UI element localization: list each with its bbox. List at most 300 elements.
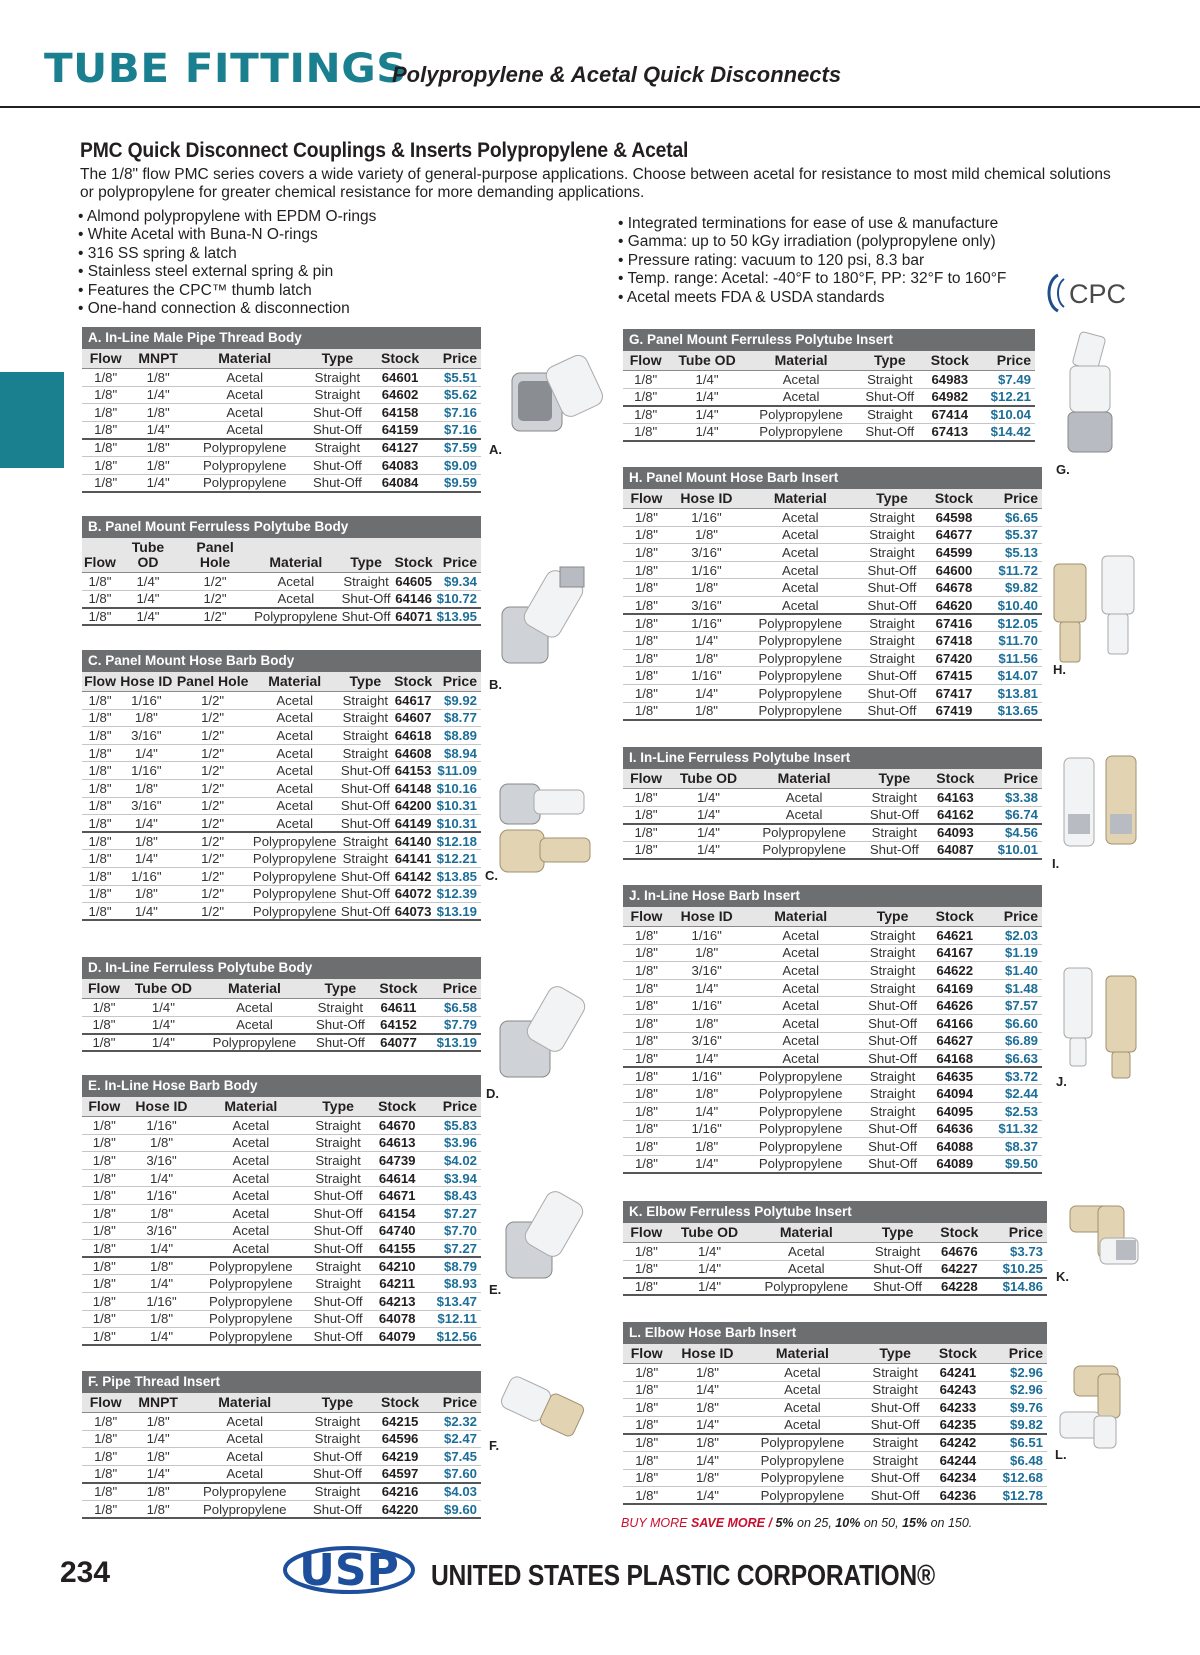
table-row: [623, 1243, 1047, 1261]
column-header: Price: [435, 538, 481, 573]
stock-cell: 64140: [392, 832, 434, 850]
table-row: [623, 1434, 1047, 1452]
table-cell: 1/8": [623, 944, 670, 962]
table-cell: 1/4": [670, 684, 743, 702]
table-cell: 1/8": [623, 806, 669, 824]
stock-cell: 64602: [372, 386, 428, 404]
stock-cell: 64678: [926, 579, 981, 597]
price-cell: $14.42: [976, 423, 1035, 441]
stock-cell: 67418: [926, 632, 981, 650]
table-cell: 1/8": [623, 632, 670, 650]
table-cell: 1/8": [82, 999, 126, 1017]
table-cell: 1/8": [82, 1448, 129, 1466]
table-cell: Polypropylene: [196, 1257, 305, 1275]
table-cell: Straight: [860, 1451, 930, 1469]
table-row: [623, 1487, 1047, 1505]
table-cell: 1/4": [129, 386, 187, 404]
product-image-i: [1058, 754, 1148, 856]
price-cell: $4.03: [428, 1483, 481, 1501]
table-row: [82, 1448, 481, 1466]
table-cell: Acetal: [743, 526, 857, 544]
column-header: Material: [201, 979, 308, 999]
table-cell: 1/16": [670, 1120, 743, 1138]
table-row: [82, 709, 481, 727]
price-cell: $13.81: [981, 684, 1042, 702]
stock-cell: 64626: [927, 997, 982, 1015]
stock-cell: 64635: [927, 1067, 982, 1085]
price-cell: $13.19: [434, 903, 481, 921]
price-cell: $12.18: [434, 832, 481, 850]
table-cell: 1/8": [82, 608, 118, 626]
table-cell: 1/16": [118, 762, 174, 780]
stock-cell: 64233: [930, 1399, 986, 1417]
price-cell: $9.82: [981, 579, 1042, 597]
table-cell: 1/4": [669, 806, 748, 824]
stock-cell: 64241: [930, 1364, 986, 1382]
table-cell: 1/8": [670, 944, 743, 962]
table-cell: Acetal: [251, 709, 339, 727]
product-image-k: [1060, 1198, 1150, 1272]
table-cell: Straight: [858, 979, 927, 997]
table-cell: Acetal: [187, 369, 303, 387]
price-cell: $11.56: [981, 649, 1042, 667]
stock-cell: 64234: [930, 1469, 986, 1487]
table-cell: 3/16": [118, 727, 174, 745]
table-title: G. Panel Mount Ferruless Polytube Insert: [623, 329, 1035, 351]
column-header: Flow: [623, 351, 668, 371]
table-row: [82, 1187, 481, 1205]
table-cell: Polypropylene: [745, 1451, 861, 1469]
price-cell: $9.60: [428, 1500, 481, 1518]
table-cell: 1/8": [623, 927, 670, 945]
table-row: [82, 727, 481, 745]
price-cell: $12.39: [434, 885, 481, 903]
stock-cell: 64072: [392, 885, 434, 903]
stock-cell: 64141: [392, 850, 434, 868]
column-header: MNPT: [129, 1393, 187, 1413]
table-row: [623, 702, 1042, 720]
price-cell: $7.70: [423, 1222, 481, 1240]
table-cell: Acetal: [196, 1169, 305, 1187]
price-cell: $3.72: [982, 1067, 1042, 1085]
table-row: [623, 684, 1042, 702]
table-cell: Polypropylene: [251, 832, 339, 850]
table-cell: Polypropylene: [187, 456, 303, 474]
feature-bullet: • 316 SS spring & latch: [78, 245, 376, 263]
product-image-f: [500, 1376, 590, 1442]
table-cell: 1/4": [129, 1465, 187, 1483]
column-header: Tube OD: [669, 769, 748, 789]
table-cell: Shut-Off: [303, 1465, 373, 1483]
table-cell: Acetal: [201, 999, 308, 1017]
spec-table: [82, 349, 481, 493]
table-row: [82, 474, 481, 492]
table-cell: Straight: [860, 824, 928, 842]
table-cell: Shut-Off: [857, 561, 926, 579]
table-row: [623, 997, 1042, 1015]
stock-cell: 67414: [923, 406, 976, 424]
table-cell: 1/4": [126, 1034, 201, 1052]
price-cell: $10.16: [434, 779, 481, 797]
table-cell: 1/2": [175, 692, 251, 710]
table-cell: Polypropylene: [748, 824, 861, 842]
table-row: [623, 371, 1035, 389]
table-row: [623, 806, 1042, 824]
table-cell: 1/8": [623, 1155, 670, 1173]
table-row: [623, 962, 1042, 980]
table-cell: Polypropylene: [196, 1275, 305, 1293]
table-cell: 3/16": [670, 962, 743, 980]
stock-cell: 64244: [930, 1451, 986, 1469]
spec-table: [623, 351, 1035, 442]
table-row: [82, 404, 481, 422]
price-cell: $10.31: [434, 815, 481, 833]
column-header: Stock: [923, 351, 976, 371]
product-letter-d: D.: [486, 1086, 499, 1101]
column-header: Hose ID: [670, 1344, 744, 1364]
column-header: Type: [863, 1223, 932, 1243]
table-row: [82, 1240, 481, 1258]
table-cell: Acetal: [251, 744, 339, 762]
table-cell: 1/8": [670, 1469, 744, 1487]
table-cell: 1/4": [129, 1430, 187, 1448]
table-cell: 1/8": [623, 561, 670, 579]
table-cell: 3/16": [670, 596, 743, 614]
table-title: E. In-Line Hose Barb Body: [82, 1075, 481, 1097]
table-cell: 1/4": [670, 1381, 744, 1399]
table-cell: Acetal: [745, 1416, 861, 1434]
table-cell: Acetal: [196, 1240, 305, 1258]
price-cell: $8.79: [423, 1257, 481, 1275]
product-table-g: [623, 329, 1035, 442]
table-cell: 1/16": [118, 867, 174, 885]
table-cell: 1/8": [623, 1085, 670, 1103]
price-cell: $8.94: [434, 744, 481, 762]
table-cell: 1/8": [623, 1102, 670, 1120]
column-header: Material: [745, 1344, 861, 1364]
product-table-d: [82, 957, 481, 1052]
table-cell: Straight: [857, 526, 926, 544]
product-letter-j: J.: [1056, 1074, 1067, 1089]
product-image-g: [1056, 330, 1136, 460]
table-cell: Straight: [856, 371, 923, 389]
table-cell: Acetal: [745, 1399, 861, 1417]
table-cell: 1/16": [670, 614, 743, 632]
stock-cell: 64740: [371, 1222, 423, 1240]
column-header: Flow: [623, 1223, 670, 1243]
table-cell: Polypropylene: [251, 867, 339, 885]
table-cell: Polypropylene: [743, 1067, 858, 1085]
table-row: [623, 944, 1042, 962]
price-cell: $2.53: [982, 1102, 1042, 1120]
table-row: [82, 1204, 481, 1222]
column-header: Material: [746, 351, 857, 371]
table-row: [623, 1364, 1047, 1382]
table-cell: 1/8": [623, 1469, 670, 1487]
table-cell: Straight: [858, 927, 927, 945]
table-cell: 1/2": [175, 903, 251, 921]
table-cell: Acetal: [187, 1413, 303, 1431]
product-image-e: [502, 1186, 592, 1286]
table-cell: Shut-Off: [303, 421, 373, 439]
table-cell: 1/2": [175, 867, 251, 885]
table-cell: Acetal: [251, 692, 339, 710]
stock-cell: 64095: [927, 1102, 982, 1120]
stock-cell: 64677: [926, 526, 981, 544]
price-cell: $12.68: [986, 1469, 1047, 1487]
stock-cell: 64169: [927, 979, 982, 997]
table-cell: Acetal: [745, 1364, 861, 1382]
table-cell: Acetal: [746, 371, 857, 389]
table-cell: 1/8": [623, 406, 668, 424]
table-cell: Shut-Off: [303, 1500, 373, 1518]
table-cell: 1/8": [670, 1364, 744, 1382]
column-header: Type: [308, 979, 373, 999]
price-cell: $14.86: [987, 1278, 1047, 1296]
column-header: Material: [251, 672, 339, 692]
column-header: Type: [858, 907, 927, 927]
table-row: [82, 590, 481, 608]
table-cell: Polypropylene: [743, 649, 857, 667]
column-header: Flow: [82, 1097, 127, 1117]
table-cell: Straight: [339, 727, 392, 745]
table-cell: Shut-Off: [860, 1416, 930, 1434]
table-title: L. Elbow Hose Barb Insert: [623, 1322, 1047, 1344]
table-cell: 1/8": [82, 885, 118, 903]
table-cell: Straight: [857, 544, 926, 562]
stock-cell: 64613: [371, 1134, 423, 1152]
stock-cell: 64142: [392, 867, 434, 885]
spec-table: [623, 907, 1042, 1174]
table-cell: 1/8": [129, 369, 187, 387]
stock-cell: 64155: [371, 1240, 423, 1258]
price-cell: $13.47: [423, 1292, 481, 1310]
product-table-l: [623, 1322, 1047, 1505]
table-cell: 1/4": [670, 1050, 743, 1068]
table-cell: 1/2": [175, 797, 251, 815]
price-cell: $9.92: [434, 692, 481, 710]
table-cell: 1/4": [126, 999, 201, 1017]
table-cell: 3/16": [127, 1222, 197, 1240]
product-image-h: [1050, 552, 1150, 667]
table-cell: Polypropylene: [746, 423, 857, 441]
table-cell: 1/4": [118, 744, 174, 762]
column-header: Tube OD: [670, 1223, 750, 1243]
stock-cell: 64627: [927, 1032, 982, 1050]
table-cell: 1/8": [82, 1117, 127, 1135]
table-cell: Shut-Off: [339, 903, 392, 921]
table-cell: Straight: [305, 1257, 371, 1275]
table-cell: 1/2": [178, 590, 252, 608]
column-header: Type: [303, 1393, 373, 1413]
stock-cell: 64636: [927, 1120, 982, 1138]
price-cell: $4.02: [423, 1152, 481, 1170]
table-cell: Acetal: [196, 1152, 305, 1170]
table-row: [623, 579, 1042, 597]
table-cell: 1/8": [82, 867, 118, 885]
table-cell: 1/8": [118, 832, 174, 850]
column-header: Flow: [82, 672, 118, 692]
table-cell: Acetal: [187, 1465, 303, 1483]
table-cell: Straight: [858, 1085, 927, 1103]
table-cell: 1/2": [175, 850, 251, 868]
price-cell: $8.89: [434, 727, 481, 745]
table-cell: 1/8": [82, 1169, 127, 1187]
table-row: [82, 903, 481, 921]
table-row: [623, 1102, 1042, 1120]
table-cell: Shut-Off: [339, 885, 392, 903]
column-header: Hose ID: [127, 1097, 197, 1117]
price-cell: $11.72: [981, 561, 1042, 579]
table-cell: 1/8": [82, 1134, 127, 1152]
feature-bullet: • Almond polypropylene with EPDM O-rings: [78, 208, 376, 226]
stock-cell: 64598: [926, 509, 981, 527]
table-cell: 1/4": [670, 979, 743, 997]
column-header: Panel Hole: [175, 672, 251, 692]
price-cell: $1.40: [982, 962, 1042, 980]
table-cell: 1/8": [82, 1275, 127, 1293]
table-cell: 1/8": [82, 1034, 126, 1052]
table-cell: 1/8": [82, 1257, 127, 1275]
stock-cell: 64601: [372, 369, 428, 387]
stock-cell: 64608: [392, 744, 434, 762]
table-cell: Acetal: [743, 561, 857, 579]
spec-table: [623, 1223, 1047, 1296]
feature-list-left: [78, 208, 376, 318]
price-cell: $7.57: [982, 997, 1042, 1015]
table-cell: Polypropylene: [187, 1500, 303, 1518]
table-cell: Polypropylene: [743, 1138, 858, 1156]
table-cell: Straight: [857, 614, 926, 632]
table-cell: 1/8": [82, 1328, 127, 1346]
table-cell: Shut-Off: [339, 797, 392, 815]
price-cell: $5.13: [981, 544, 1042, 562]
table-row: [82, 1222, 481, 1240]
table-cell: Straight: [339, 832, 392, 850]
stock-cell: 67415: [926, 667, 981, 685]
stock-cell: 64219: [372, 1448, 428, 1466]
table-cell: Straight: [303, 369, 373, 387]
usp-logo: [282, 1538, 416, 1602]
stock-cell: 64152: [373, 1016, 425, 1034]
table-cell: 1/2": [175, 744, 251, 762]
table-cell: 1/8": [82, 1187, 127, 1205]
table-row: [82, 1169, 481, 1187]
table-cell: 1/16": [670, 561, 743, 579]
table-row: [623, 1050, 1042, 1068]
feature-bullet: • Temp. range: Acetal: -40°F to 180°F, PP: 32°F to 160°F: [618, 270, 1006, 288]
table-row: [623, 1138, 1042, 1156]
column-header: Material: [187, 349, 303, 369]
table-cell: Polypropylene: [745, 1487, 861, 1505]
table-cell: Shut-Off: [858, 1050, 927, 1068]
table-row: [623, 979, 1042, 997]
table-cell: 1/8": [82, 573, 118, 591]
table-row: [623, 1451, 1047, 1469]
stock-cell: 64071: [393, 608, 435, 626]
page-header-subtitle: Polypropylene & Acetal Quick Disconnects: [392, 62, 842, 87]
stock-cell: 64622: [927, 962, 982, 980]
price-cell: $7.59: [428, 439, 481, 457]
table-cell: 1/8": [82, 1310, 127, 1328]
stock-cell: 64084: [372, 474, 428, 492]
column-header: Price: [428, 1393, 481, 1413]
table-cell: Polypropylene: [187, 474, 303, 492]
price-cell: $10.31: [434, 797, 481, 815]
column-header: Flow: [623, 489, 670, 509]
product-letter-c: C.: [485, 868, 498, 883]
table-cell: 1/2": [175, 762, 251, 780]
table-cell: Acetal: [187, 386, 303, 404]
table-cell: Shut-Off: [305, 1187, 371, 1205]
table-cell: Acetal: [743, 979, 858, 997]
stock-cell: 64154: [371, 1204, 423, 1222]
table-cell: 1/8": [82, 1430, 129, 1448]
product-table-i: [623, 747, 1042, 860]
price-cell: $5.37: [981, 526, 1042, 544]
table-cell: 1/8": [623, 371, 668, 389]
price-cell: $7.27: [423, 1204, 481, 1222]
table-cell: 1/2": [178, 608, 252, 626]
price-cell: $12.05: [981, 614, 1042, 632]
table-cell: Acetal: [251, 727, 339, 745]
table-cell: 3/16": [118, 797, 174, 815]
price-cell: $3.38: [982, 789, 1042, 807]
table-row: [82, 1500, 481, 1518]
column-header: Material: [196, 1097, 305, 1117]
table-cell: 1/8": [670, 702, 743, 720]
table-row: [623, 1120, 1042, 1138]
table-row: [82, 1483, 481, 1501]
product-table-k: [623, 1201, 1047, 1296]
table-cell: Straight: [860, 1381, 930, 1399]
table-cell: 1/4": [670, 1487, 744, 1505]
price-cell: $6.48: [986, 1451, 1047, 1469]
price-cell: $13.65: [981, 702, 1042, 720]
table-cell: 1/4": [668, 388, 745, 406]
price-cell: $12.78: [986, 1487, 1047, 1505]
table-cell: Straight: [860, 1434, 930, 1452]
table-cell: 1/16": [118, 692, 174, 710]
stock-cell: 64982: [923, 388, 976, 406]
price-cell: $9.34: [435, 573, 481, 591]
table-row: [623, 927, 1042, 945]
column-header: Tube OD: [668, 351, 745, 371]
table-row: [623, 1155, 1042, 1173]
stock-cell: 64088: [927, 1138, 982, 1156]
column-header: Stock: [928, 769, 982, 789]
table-cell: 1/8": [82, 815, 118, 833]
price-cell: $6.65: [981, 509, 1042, 527]
table-cell: 1/16": [670, 1067, 743, 1085]
table-cell: 1/8": [623, 702, 670, 720]
price-cell: $11.32: [982, 1120, 1042, 1138]
feature-bullet: • Integrated terminations for ease of use & manufacture: [618, 215, 1006, 233]
table-cell: 1/8": [623, 997, 670, 1015]
table-cell: 1/4": [118, 903, 174, 921]
table-cell: 1/8": [670, 526, 743, 544]
table-row: [82, 1152, 481, 1170]
table-cell: 1/8": [127, 1310, 197, 1328]
price-cell: $6.51: [986, 1434, 1047, 1452]
stock-cell: 64148: [392, 779, 434, 797]
header-divider: [0, 106, 1200, 108]
table-cell: 1/8": [623, 509, 670, 527]
table-cell: Polypropylene: [743, 702, 857, 720]
page-number: 234: [60, 1556, 111, 1589]
section-intro: The 1/8" flow PMC series covers a wide variety of general-purpose applications. Choose between acetal for resistance to most mild chemical solutions or polypropylene for greater chemical resistance for more demanding applications.: [80, 166, 1111, 201]
table-cell: Polypropylene: [746, 406, 857, 424]
